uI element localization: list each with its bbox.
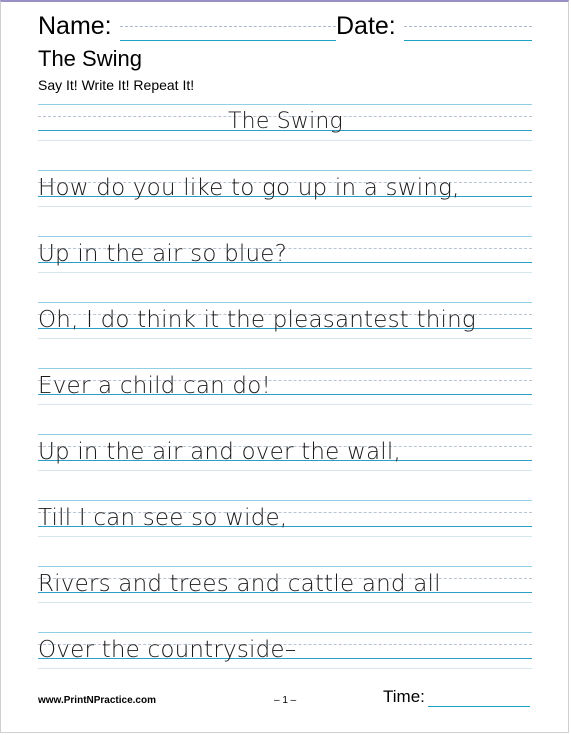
name-guide-dashed: [120, 26, 336, 27]
name-line: [120, 40, 336, 41]
site-url: www.PrintNPractice.com: [38, 695, 156, 706]
date-guide-dashed: [404, 26, 532, 27]
poem-line: Up in the air and over the wall,: [38, 439, 401, 465]
footer: [38, 687, 534, 714]
page-number: – 1 –: [274, 695, 297, 706]
date-label: Date:: [336, 12, 396, 40]
page-subtitle: Say It! Write It! Repeat It!: [38, 77, 195, 93]
poem-line: Oh, I do think it the pleasantest thing: [38, 307, 476, 333]
time-line: [428, 706, 530, 707]
poem-line: Rivers and trees and cattle and all: [38, 571, 441, 597]
page-title: The Swing: [38, 46, 142, 71]
poem-line: How do you like to go up in a swing,: [38, 175, 460, 201]
time-label: Time:: [383, 687, 425, 706]
date-line: [404, 40, 532, 41]
header-row: [38, 12, 534, 44]
poem-title: The Swing: [228, 109, 343, 134]
poem-line: Over the countryside–: [38, 637, 297, 663]
poem-line: Ever a child can do!: [38, 373, 271, 399]
poem-line: Up in the air so blue?: [38, 241, 288, 267]
poem-line: Till I can see so wide,: [38, 505, 288, 531]
name-label: Name:: [38, 12, 112, 40]
